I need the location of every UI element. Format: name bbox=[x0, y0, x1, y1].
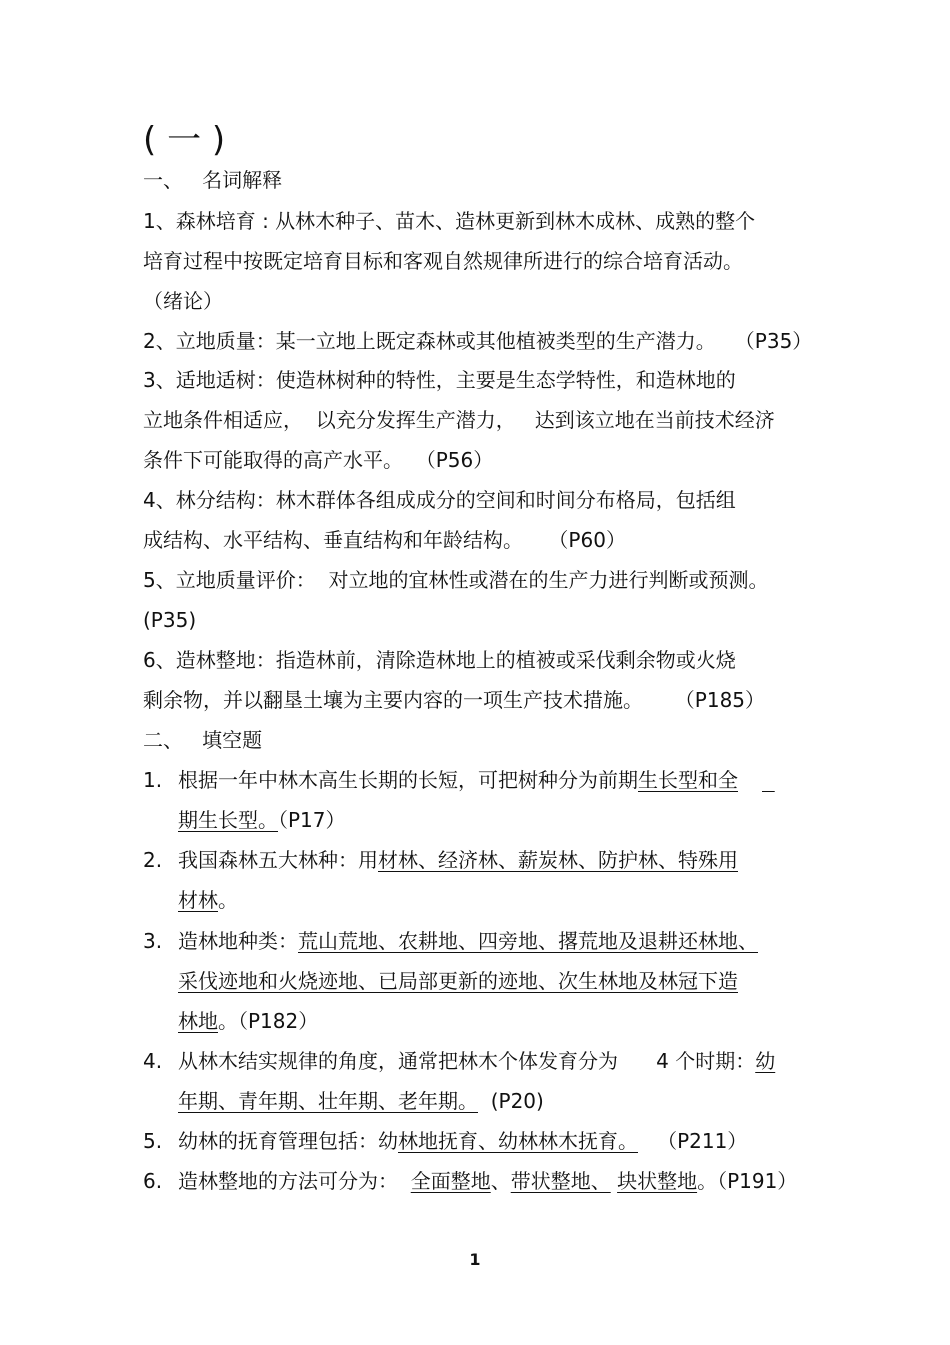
answer-blank: 期生长型。 bbox=[178, 808, 278, 832]
question-1-line-1: 根据一年中林木高生长期的长短，可把树种分为前期生长型和全 bbox=[178, 767, 775, 793]
definition-4-line-2: 成结构、水平结构、垂直结构和年龄结构。 （P60） bbox=[143, 528, 626, 552]
heading-fill-blank: 二、 填空题 bbox=[143, 728, 263, 752]
question-4-line-2: 年期、青年期、壮年期、老年期。 (P20) bbox=[178, 1089, 544, 1113]
answer-blank: 采伐迹地和火烧迹地、已局部更新的迹地、次生林地及林冠下造 bbox=[178, 969, 738, 993]
answer-blank: 林地 bbox=[178, 1009, 218, 1033]
definition-6-line-1: 6、造林整地：指造林前，清除造林地上的植被或采伐剩余物或火烧 bbox=[143, 648, 736, 672]
question-2-line-2: 材林。 bbox=[178, 888, 238, 912]
answer-blank: 材林、经济林、薪炭林、防护林、特殊用 bbox=[378, 848, 738, 872]
question-2-line-1: 我国森林五大林种：用材林、经济林、薪炭林、防护林、特殊用 bbox=[178, 848, 738, 872]
question-3-number: 3. bbox=[143, 929, 163, 953]
definition-4-line-1: 4、林分结构：林木群体各组成成分的空间和时间分布格局，包括组 bbox=[143, 488, 736, 512]
question-6-line-1: 造林整地的方法可分为： 全面整地、带状整地、 块状整地。（P191） bbox=[178, 1169, 798, 1193]
page-number: 1 bbox=[469, 1250, 481, 1269]
question-3-line-1: 造林地种类：荒山荒地、农耕地、四旁地、撂荒地及退耕还林地、 bbox=[178, 929, 758, 953]
definition-5-line-1: 5、立地质量评价： 对立地的宜林性或潜在的生产力进行判断或预测。 bbox=[143, 568, 769, 592]
question-3-line-3: 林地。（P182） bbox=[178, 1009, 319, 1033]
answer-blank: 荒山荒地、农耕地、四旁地、撂荒地及退耕还林地、 bbox=[298, 929, 758, 953]
definition-3-line-1: 3、适地适树：使造林树种的特性，主要是生态学特性，和造林地的 bbox=[143, 368, 736, 392]
definition-1-line-2: 培育过程中按既定培育目标和客观自然规律所进行的综合培育活动。 bbox=[143, 249, 743, 273]
definition-5-line-2: (P35) bbox=[143, 608, 197, 632]
definition-6-line-2: 剩余物，并以翻垦土壤为主要内容的一项生产技术措施。 （P185） bbox=[143, 688, 766, 712]
definition-1-line-3: （绪论） bbox=[143, 289, 223, 313]
definition-1-line-1: 1、森林培育 : 从林木种子、苗木、造林更新到林木成林、成熟的整个 bbox=[143, 209, 756, 233]
answer-blank: 块状整地 bbox=[617, 1169, 698, 1193]
question-3-line-2 bbox=[178, 968, 738, 994]
section-title: ( 一 ) bbox=[143, 120, 226, 160]
question-6-number: 6. bbox=[143, 1169, 163, 1193]
question-4-number: 4. bbox=[143, 1049, 163, 1073]
question-5-number: 5. bbox=[143, 1129, 163, 1153]
answer-blank: 幼 bbox=[755, 1049, 776, 1073]
definition-3-line-2: 立地条件相适应， 以充分发挥生产潜力， 达到该立地在当前技术经济 bbox=[143, 408, 775, 432]
question-1-number: 1. bbox=[143, 768, 163, 792]
definition-2: 2、立地质量：某一立地上既定森林或其他植被类型的生产潜力。 （P35） bbox=[143, 329, 813, 353]
answer-blank: 全面整地 bbox=[410, 1169, 491, 1193]
question-1-line-2: 期生长型。（P17） bbox=[178, 808, 346, 832]
question-2-number: 2. bbox=[143, 848, 163, 872]
heading-definitions: 一、 名词解释 bbox=[143, 168, 283, 192]
definition-3-line-3: 条件下可能取得的高产水平。 （P56） bbox=[143, 448, 494, 472]
answer-blank: 材林 bbox=[178, 888, 218, 912]
answer-blank: 生长型和全 bbox=[638, 768, 738, 792]
answer-blank bbox=[762, 768, 775, 792]
answer-blank: 带状整地、 bbox=[510, 1169, 611, 1193]
answer-blank: 年期、青年期、壮年期、老年期。 bbox=[178, 1089, 478, 1113]
answer-blank: 林地抚育、幼林林木抚育。 bbox=[398, 1129, 638, 1153]
question-4-line-1: 从林木结实规律的角度，通常把林木个体发育分为 4 个时期：幼 bbox=[178, 1049, 776, 1073]
question-5-line-1: 幼林的抚育管理包括：幼林地抚育、幼林林木抚育。 （P211） bbox=[178, 1129, 748, 1153]
